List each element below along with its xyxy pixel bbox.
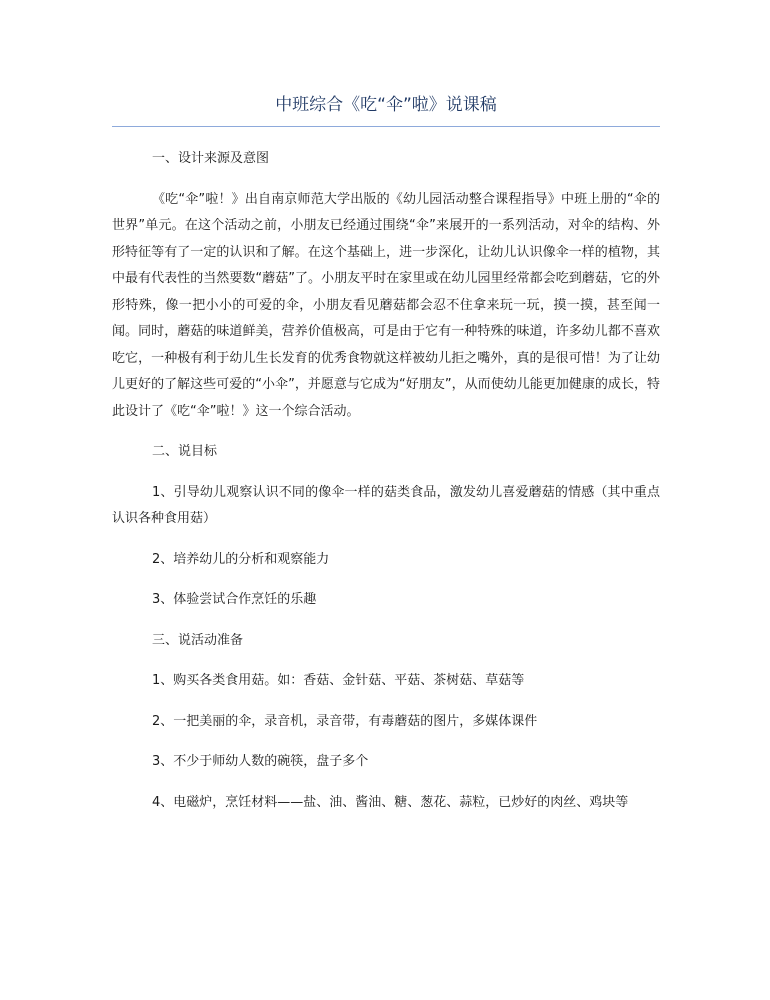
design-source-paragraph: 《吃“伞”啦！》出自南京师范大学出版的《幼儿园活动整合课程指导》中班上册的“伞的世界”单元。在这个活动之前，小朋友已经通过围绕“伞”来展开的一系列活动，对伞的结构、外形特征等有了一定的认识和了解。在这个基础上，进一步深化，让幼儿认识像伞一样的植物，其中最有代表性的当然要数“蘑菇”了。小朋友平时在家里或在幼儿园里经常都会吃到蘑菇，它的外形特殊，像一把小小的可爱的伞，小朋友看见蘑菇都会忍不住拿来玩一玩，摸一摸，甚至闻一闻。同时，蘑菇的味道鲜美，营养价值极高，可是由于它有一种特殊的味道，许多幼儿都不喜欢吃它，一种极有利于幼儿生长发育的优秀食物就这样被幼儿拒之嘴外，真的是很可惜！为了让幼儿更好的了解这些可爱的“小伞”，并愿意与它成为“好朋友”，从而使幼儿能更加健康的成长，特此设计了《吃“伞”啦！》这一个综合活动。 — [112, 191, 660, 419]
objective-item-1: 1、引导幼儿观察认识不同的像伞一样的菇类食品，激发幼儿喜爱蘑菇的情感（其中重点认识各种食用菇） — [112, 484, 660, 526]
section-heading-design-source: 一、设计来源及意图 — [152, 151, 270, 166]
title-underline — [112, 126, 660, 127]
preparation-item-4: 4、电磁炉，烹饪材料——盐、油、酱油、糖、葱花、蒜粒，已炒好的肉丝、鸡块等 — [152, 794, 629, 810]
objective-item-2: 2、培养幼儿的分析和观察能力 — [152, 551, 330, 567]
preparation-item-1: 1、购买各类食用菇。如：香菇、金针菇、平菇、茶树菇、草菇等 — [152, 673, 525, 688]
preparation-item-3: 3、不少于师幼人数的碗筷，盘子多个 — [152, 754, 369, 769]
section-heading-preparation: 三、说活动准备 — [152, 632, 244, 648]
document-body — [112, 146, 660, 830]
preparation-item-2: 2、一把美丽的伞，录音机，录音带，有毒蘑菇的图片，多媒体课件 — [152, 713, 538, 729]
document-title: 中班综合《吃“伞”啦》说课稿 — [275, 95, 497, 115]
section-heading-objectives: 二、说目标 — [152, 444, 218, 459]
objective-item-3: 3、体验尝试合作烹饪的乐趣 — [152, 592, 317, 607]
